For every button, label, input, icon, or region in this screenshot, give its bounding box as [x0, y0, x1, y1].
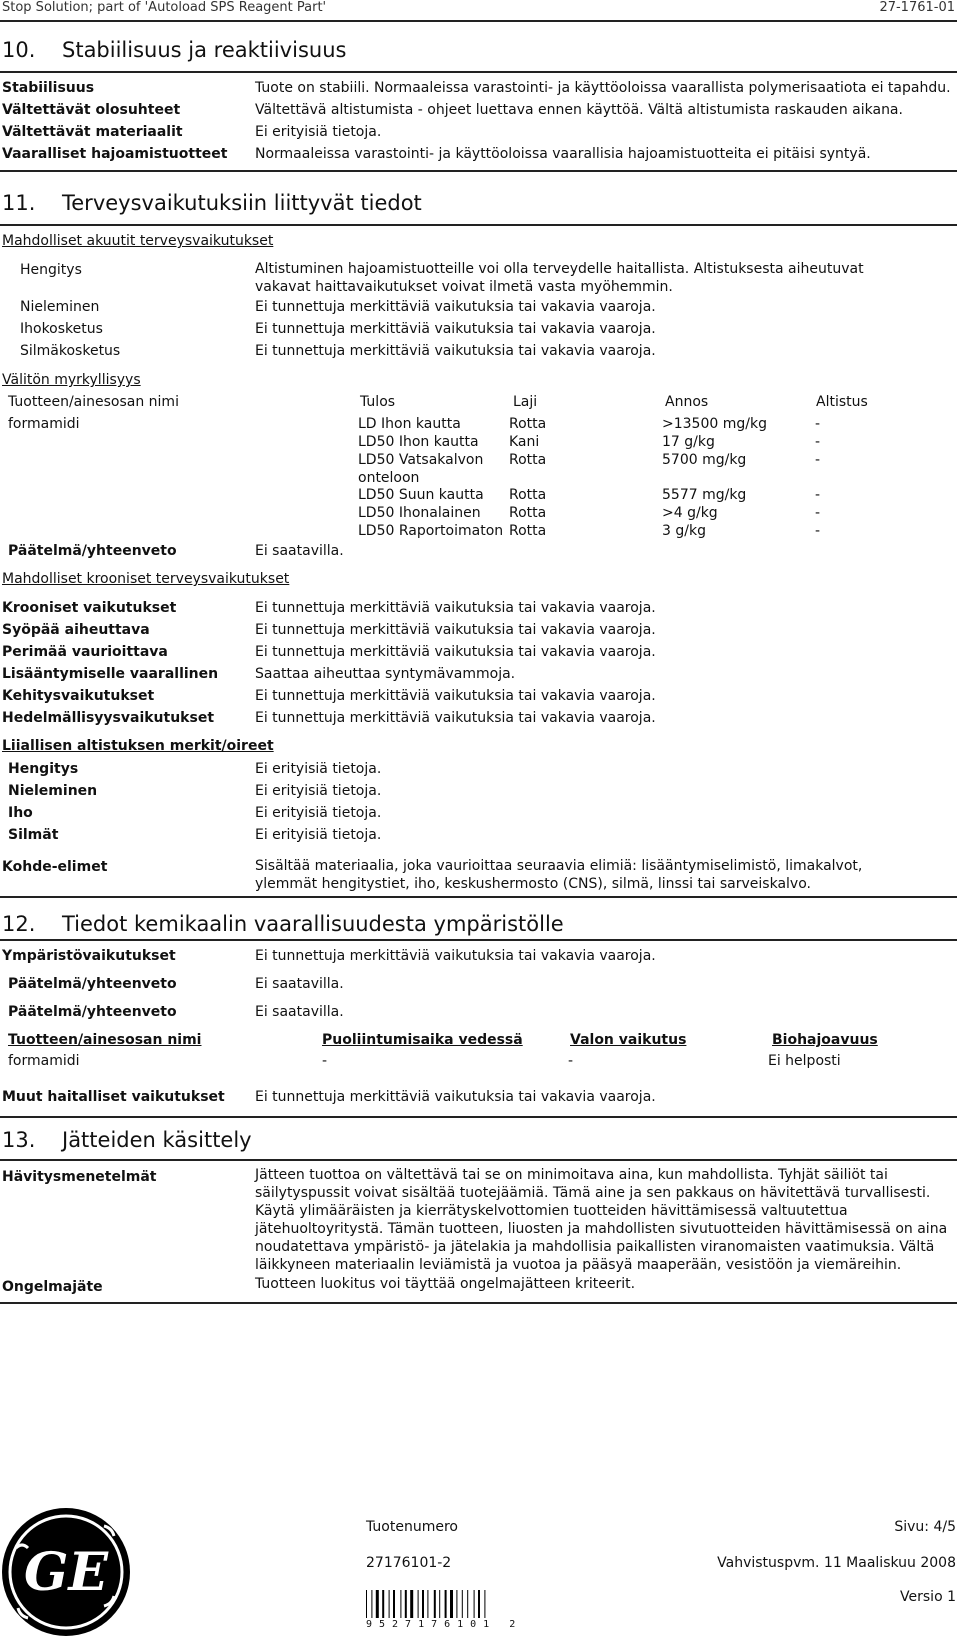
section-divider — [0, 1159, 957, 1161]
developmental-label: Kehitysvaikutukset — [2, 688, 155, 704]
section-divider — [0, 1302, 957, 1304]
table-row-exposure: - — [815, 434, 821, 450]
acute-eye-value: Ei tunnettuja merkittäviä vaikutuksia tai vakavia vaaroja. — [255, 343, 656, 359]
developmental-value: Ei tunnettuja merkittäviä vaikutuksia tai vakavia vaaroja. — [255, 688, 656, 704]
eco-col-light: Valon vaikutus — [570, 1032, 687, 1048]
table-row-result: LD50 Ihonalainen — [358, 505, 481, 521]
other-effects-value: Ei tunnettuja merkittäviä vaikutuksia tai vakavia vaaroja. — [255, 1089, 656, 1105]
table-row-result: LD50 Ihon kautta — [358, 434, 479, 450]
chronic-effects-heading: Mahdolliset krooniset terveysvaikutukset — [2, 571, 290, 587]
env-conclusion-label-2: Päätelmä/yhteenveto — [8, 1004, 177, 1020]
eco-col-biodegradability: Biohajoavuus — [772, 1032, 878, 1048]
stability-label: Stabiilisuus — [2, 80, 95, 96]
signs-inhalation-label: Hengitys — [8, 761, 79, 777]
stability-value: Tuote on stabiili. Normaaleissa varastointi- ja käyttöoloissa vaarallista polymerisaatiota ei tapahdu. — [255, 80, 951, 96]
signs-eyes-label: Silmät — [8, 827, 59, 843]
signs-skin-label: Iho — [8, 805, 33, 821]
section-12-heading — [2, 912, 564, 936]
section-number: 13. — [2, 1128, 36, 1152]
section-title: Stabiilisuus ja reaktiivisuus — [62, 38, 347, 62]
table-row-result: LD Ihon kautta — [358, 416, 461, 432]
signs-skin-value: Ei erityisiä tietoja. — [255, 805, 382, 821]
table-row-dose: 17 g/kg — [662, 434, 715, 450]
table-row-dose: 5577 mg/kg — [662, 487, 747, 503]
conditions-value: Vältettävä altistumista - ohjeet luettava ennen käyttöä. Vältä altistumista raskauden aikana. — [255, 102, 903, 118]
acute-skin-value: Ei tunnettuja merkittäviä vaikutuksia tai vakavia vaaroja. — [255, 321, 656, 337]
table-row-dose: 3 g/kg — [662, 523, 706, 539]
eco-row-name: formamidi — [8, 1053, 80, 1069]
ge-monogram-icon — [2, 1508, 130, 1636]
mutagenic-label: Perimää vaurioittava — [2, 644, 168, 660]
signs-eyes-value: Ei erityisiä tietoja. — [255, 827, 382, 843]
eco-col-halflife: Puoliintumisaika vedessä — [322, 1032, 523, 1048]
eco-row-halflife: - — [322, 1053, 328, 1069]
table-row-result: LD50 Vatsakalvon onteloon — [358, 452, 484, 486]
tox-col-exposure: Altistus — [816, 394, 868, 410]
table-row-exposure: - — [815, 416, 821, 432]
section-title: Tiedot kemikaalin vaarallisuudesta ympäristölle — [62, 912, 564, 936]
decomposition-value: Normaaleissa varastointi- ja käyttöoloissa vaarallisia hajoamistuotteita ei pitäisi syntyä. — [255, 146, 871, 162]
tox-col-species: Laji — [513, 394, 538, 410]
product-number-label: Tuotenumero — [366, 1519, 458, 1535]
signs-ingestion-value: Ei erityisiä tietoja. — [255, 783, 382, 799]
version: Versio 1 — [900, 1589, 956, 1605]
tox-conclusion-label: Päätelmä/yhteenveto — [8, 543, 177, 559]
materials-value: Ei erityisiä tietoja. — [255, 124, 382, 140]
section-divider — [0, 224, 957, 226]
acute-toxicity-heading: Välitön myrkyllisyys — [2, 372, 141, 388]
tox-col-result: Tulos — [360, 394, 396, 410]
document-header-number: 27-1761-01 — [879, 0, 955, 15]
product-number-value: 27176101-2 — [366, 1555, 452, 1571]
table-row-species: Rotta — [509, 505, 547, 521]
mutagenic-value: Ei tunnettuja merkittäviä vaikutuksia tai vakavia vaaroja. — [255, 644, 656, 660]
disposal-methods-value: Jätteen tuottoa on vältettävä tai se on minimoitava aina, kun mahdollista. Tyhjät säiliöt tai säilytyspussit voivat sisältää tuotejäämiä. Tämä aine ja sen pakkaus on hävitettävä turvallisesti. Käytä ylimääräisten ja kierrätyskelvottomien tuotteiden hävittämisessä valtuutettua jätehuoltoyritystä. Tämän tuotteen, liuosten ja mahdollisten sivutuotteiden hävittämisessä on aina noudatettava ympäristö- ja jätelakia ja mahdollisia paikallisten viranomaisten vaatimuksia. Vältä läikkyneen materiaalin leviämistä ja vuotoa ja pääsyä maaperään, vesistöön ja viemäreihin. — [255, 1167, 948, 1273]
approval-date: Vahvistuspvm. 11 Maaliskuu 2008 — [717, 1555, 956, 1571]
table-row-exposure: - — [815, 523, 821, 539]
ge-logo — [2, 1508, 130, 1636]
acute-skin-label: Ihokosketus — [20, 321, 103, 337]
carcinogenic-label: Syöpää aiheuttava — [2, 622, 150, 638]
section-11-heading — [2, 191, 422, 215]
tox-col-name: Tuotteen/ainesosan nimi — [8, 394, 179, 410]
header-divider — [0, 20, 957, 22]
page-number: Sivu: 4/5 — [894, 1519, 956, 1535]
section-divider — [0, 939, 957, 941]
table-row-dose: 5700 mg/kg — [662, 452, 747, 468]
eco-row-light: - — [568, 1053, 574, 1069]
acute-ingestion-label: Nieleminen — [20, 299, 100, 315]
fertility-value: Ei tunnettuja merkittäviä vaikutuksia tai vakavia vaaroja. — [255, 710, 656, 726]
eco-row-biodegradability: Ei helposti — [768, 1053, 841, 1069]
env-conclusion-value-2: Ei saatavilla. — [255, 1004, 344, 1020]
signs-inhalation-value: Ei erityisiä tietoja. — [255, 761, 382, 777]
section-divider — [0, 71, 957, 73]
section-divider — [0, 170, 957, 172]
table-row-species: Rotta — [509, 416, 547, 432]
conditions-label: Vältettävät olosuhteet — [2, 102, 181, 118]
env-conclusion-label: Päätelmä/yhteenveto — [8, 976, 177, 992]
section-divider — [0, 1116, 957, 1118]
table-row-dose: >13500 mg/kg — [662, 416, 767, 432]
signs-ingestion-label: Nieleminen — [8, 783, 98, 799]
reproductive-value: Saattaa aiheuttaa syntymävammoja. — [255, 666, 516, 682]
chronic-value: Ei tunnettuja merkittäviä vaikutuksia tai vakavia vaaroja. — [255, 600, 656, 616]
section-title: Jätteiden käsittely — [62, 1128, 252, 1152]
acute-inhalation-value: Altistuminen hajoamistuotteille voi olla terveydelle haitallista. Altistuksesta aiheutuvat vakavat haittavaikutukset voivat ilmetä vasta myöhemmin. — [255, 261, 864, 295]
table-row-species: Rotta — [509, 487, 547, 503]
target-organs-value: Sisältää materiaalia, joka vaurioittaa seuraavia elimiä: lisääntymiselimistö, limakalvot, ylemmät hengitystiet, iho, keskushermosto (CNS), silmä, linssi tai sarveiskalvo. — [255, 858, 863, 892]
table-row-result: LD50 Suun kautta — [358, 487, 484, 503]
tox-col-dose: Annos — [665, 394, 709, 410]
acute-ingestion-value: Ei tunnettuja merkittäviä vaikutuksia tai vakavia vaaroja. — [255, 299, 656, 315]
carcinogenic-value: Ei tunnettuja merkittäviä vaikutuksia tai vakavia vaaroja. — [255, 622, 656, 638]
materials-label: Vältettävät materiaalit — [2, 124, 183, 140]
chronic-label: Krooniset vaikutukset — [2, 600, 177, 616]
fertility-label: Hedelmällisyysvaikutukset — [2, 710, 215, 726]
target-organs-label: Kohde-elimet — [2, 859, 108, 875]
eco-col-name: Tuotteen/ainesosan nimi — [8, 1032, 202, 1048]
table-row-exposure: - — [815, 505, 821, 521]
table-row-species: Rotta — [509, 523, 547, 539]
table-row-exposure: - — [815, 452, 821, 468]
tox-conclusion-value: Ei saatavilla. — [255, 543, 344, 559]
overexposure-heading: Liiallisen altistuksen merkit/oireet — [2, 738, 274, 754]
reproductive-label: Lisääntymiselle vaarallinen — [2, 666, 219, 682]
table-row-species: Rotta — [509, 452, 547, 468]
environmental-effects-value: Ei tunnettuja merkittäviä vaikutuksia tai vakavia vaaroja. — [255, 948, 656, 964]
environmental-effects-label: Ympäristövaikutukset — [2, 948, 176, 964]
table-row-species: Kani — [509, 434, 540, 450]
section-number: 12. — [2, 912, 36, 936]
hazardous-waste-label: Ongelmajäte — [2, 1279, 103, 1295]
acute-eye-label: Silmäkosketus — [20, 343, 121, 359]
document-header-title: Stop Solution; part of 'Autoload SPS Reagent Part' — [2, 0, 327, 15]
env-conclusion-value: Ei saatavilla. — [255, 976, 344, 992]
section-divider — [0, 896, 957, 898]
section-10-heading — [2, 38, 346, 62]
disposal-methods-label: Hävitysmenetelmät — [2, 1169, 157, 1185]
svg-text:GE: GE — [23, 1542, 109, 1603]
table-row-result: LD50 Raportoimaton — [358, 523, 504, 539]
section-13-heading — [2, 1128, 252, 1152]
other-effects-label: Muut haitalliset vaikutukset — [2, 1089, 225, 1105]
acute-inhalation-label: Hengitys — [20, 262, 82, 278]
barcode-number: 9527176101 2 — [366, 1619, 523, 1630]
decomposition-label: Vaaralliset hajoamistuotteet — [2, 146, 228, 162]
table-row-dose: >4 g/kg — [662, 505, 718, 521]
section-title: Terveysvaikutuksiin liittyvät tiedot — [62, 191, 422, 215]
acute-effects-heading: Mahdolliset akuutit terveysvaikutukset — [2, 233, 274, 249]
tox-substance-name: formamidi — [8, 416, 80, 432]
section-number: 10. — [2, 38, 36, 62]
section-number: 11. — [2, 191, 36, 215]
table-row-exposure: - — [815, 487, 821, 503]
hazardous-waste-value: Tuotteen luokitus voi täyttää ongelmajätteen kriteerit. — [255, 1276, 636, 1292]
